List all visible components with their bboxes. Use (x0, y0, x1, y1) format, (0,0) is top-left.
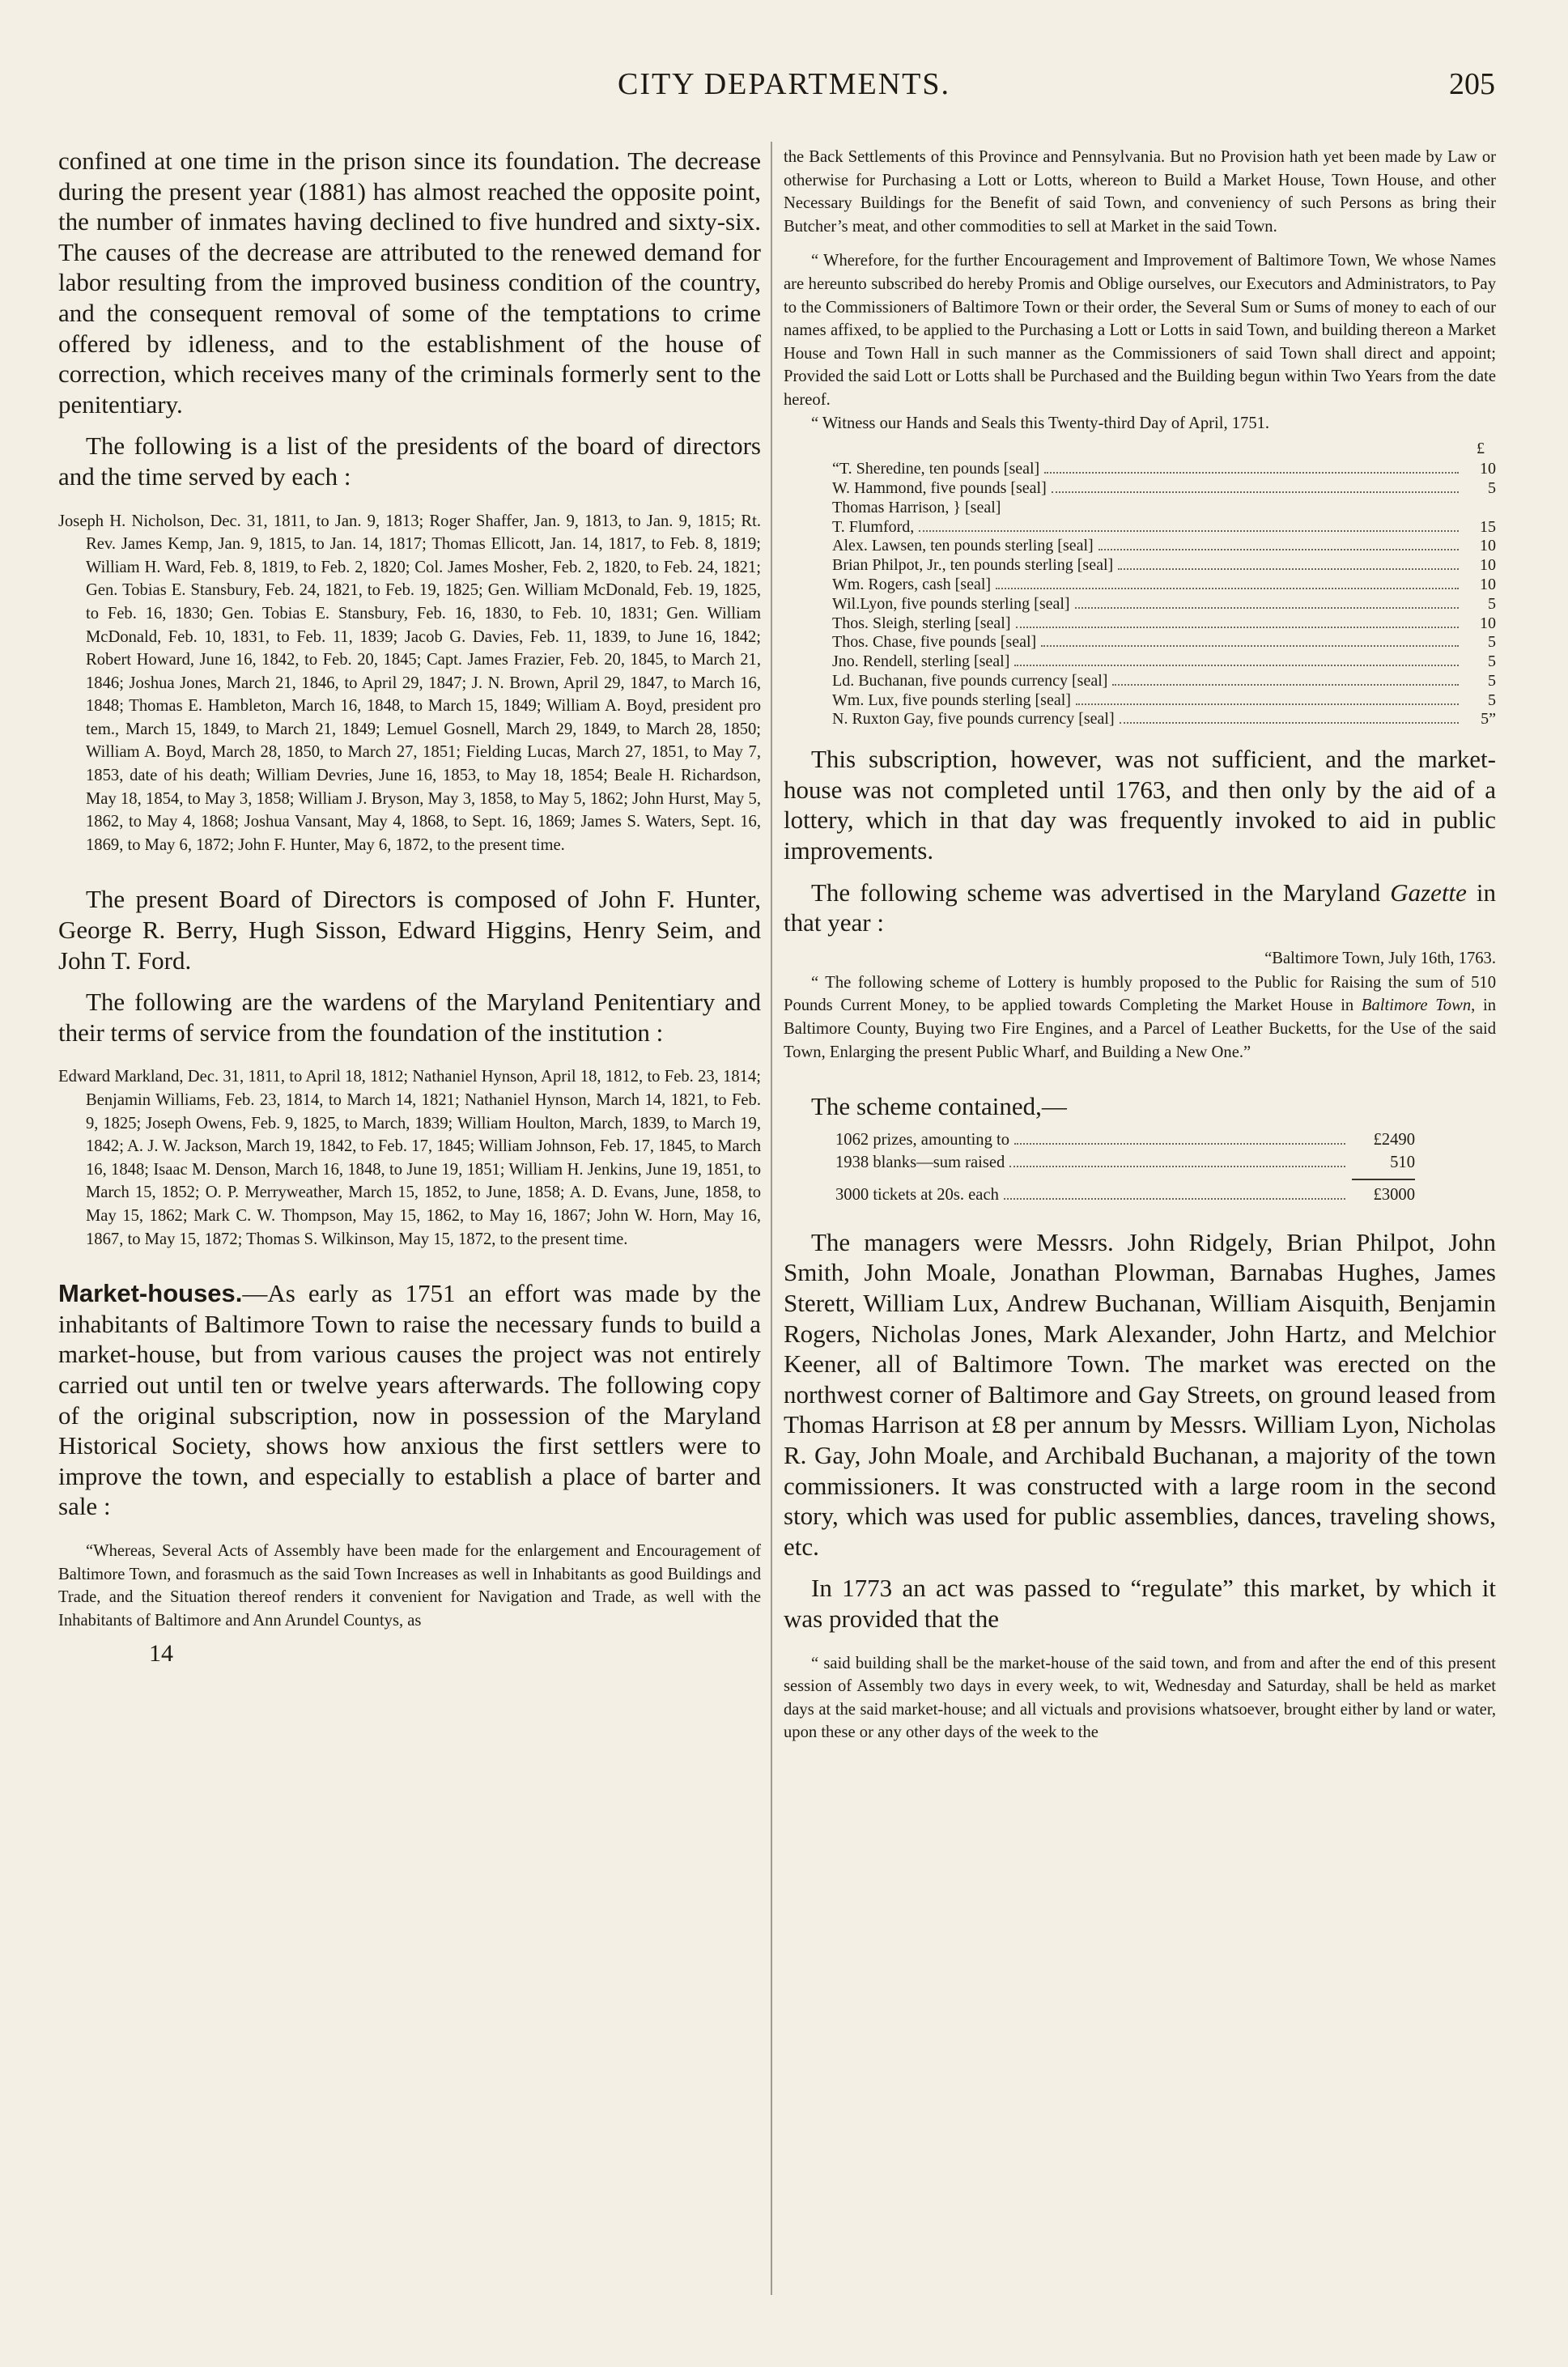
dateline-baltimore-town: “Baltimore Town, July 16th, 1763. (1264, 949, 1496, 967)
subscriber-name: Jno. Rendell, sterling [seal] (832, 652, 1010, 671)
subscriber-name: Alex. Lawsen, ten pounds sterling [seal] (832, 537, 1094, 555)
baltimore-town-italic: Baltimore Town (1361, 997, 1472, 1015)
dot-leader (1098, 549, 1459, 550)
subscriber-row (832, 652, 1496, 672)
scheme-amount: £2490 (1373, 1130, 1415, 1149)
paragraph-board-of-directors: The present Board of Directors is composed of John F. Hunter, George R. Berry, Hugh Sisson, Edward Higgins, Henry Seim, and John T. Ford. (58, 885, 761, 975)
dot-leader (996, 588, 1459, 589)
subscriber-row (832, 460, 1496, 479)
subscriber-amount: 10 (1480, 614, 1496, 632)
subscriber-amount: 10 (1480, 537, 1496, 555)
subscriber-name: N. Ruxton Gay, five pounds currency [seal] (832, 710, 1115, 729)
scheme-row (835, 1128, 1415, 1151)
left-column (58, 146, 761, 2267)
quotation-wherefore: “ Wherefore, for the further Encouragement and Improvement of Baltimore Town, We whose Names are hereunto subscribed do hereby Promis and Oblige ourselves, our Executors and Administrators, to Pay to the Commissioners of Baltimore Town or their order, the Several Sum or Sums of money to each of our names affixed, to be applied to the Purchasing a Lott or Lotts in said Town, and building thereon a Market House and Town Hall in such manner as the Commissioners of said Town shall direct and appoint; Provided the said Lott or Lotts shall be Purchased and the Building begun within Two Years from the date hereof. (784, 252, 1496, 409)
scheme-label: 3000 tickets at 20s. each (835, 1185, 999, 1204)
paragraph-managers: The managers were Messrs. John Ridgely, Brian Philpot, John Smith, John Moale, Jonathan Plowman, Barnabas Hughes, James Sterett, William Lux, Andrew Buchanan, William Aisquith, Benjamin Rogers, Nicholas Jones, Mark Alexander, John Hartz, and Melchior Keener, all of Baltimore Town. The market was erected on the northwest corner of Baltimore and Gay Streets, on ground leased from Thomas Harrison at £8 per annum by Messrs. William Lyon, Nicholas R. Gay, John Moale, and Archibald Buchanan, a majority of the town commissioners. It was constructed with a large room in the second story, which was used for public assemblies, dances, traveling shows, etc. (784, 1227, 1496, 1561)
subscriber-amount: 5 (1488, 633, 1496, 652)
quotation-said-building: “ said building shall be the market-house of the said town, and from and after the end of this present session of Assembly two days in every week, to wit, Wednesday and Saturday, shall be held as market days at the said market-house; and all victuals and provisions whatsoever, brought either by land or water, upon these or any other days of the week to the (784, 1654, 1496, 1742)
quotation-back-settlements: the Back Settlements of this Province and Pennsylvania. But no Provision hath yet been made by Law or otherwise for Purchasing a Lott or Lotts, whereon to Build a Market House, Town House, and other Necessary Buildings for the Benefit of said Town, and conveniency of such Persons as bring their Butcher’s meat, and other commodities to sell at Market in the said Town. (784, 148, 1496, 236)
text-run: , in Baltimore County, Buying two Fire Engines, and a Parcel of Leather Bucketts, for the Use of the said Town, Enlarging the present Public Wharf, and Building a New One.” (784, 997, 1496, 1061)
subscriber-row (832, 633, 1496, 652)
subscriber-amount: 5 (1488, 478, 1496, 497)
subscriber-amount: 10 (1480, 460, 1496, 478)
subscriber-row (832, 614, 1496, 634)
dot-leader (1014, 665, 1459, 666)
dot-leader (1075, 607, 1459, 609)
paragraph-subscription-insufficient: This subscription, however, was not sufficient, and the market-house was not completed until 1763, and then only by the aid of a lottery, which in that day was frequently invoked to aid in public improvements. (784, 745, 1496, 865)
subscriber-name: Brian Philpot, Jr., ten pounds sterling [seal] (832, 556, 1114, 575)
subscriber-name: Ld. Buchanan, five pounds currency [seal] (832, 671, 1108, 690)
lottery-scheme-table (835, 1128, 1415, 1206)
wardens-list: Edward Markland, Dec. 31, 1811, to April 18, 1812; Nathaniel Hynson, April 18, 1812, to Feb. 23, 1814; Benjamin Williams, Feb. 23, 1814, to March 14, 1821; Nathaniel Hynson, March 14, 1821, to Feb. 9, 1825; Joseph Owens, Feb. 9, 1825, to March, 1839; William Houlton, March, 1839, to March 19, 1842; A. J. W. Jackson, March 19, 1842, to Feb. 17, 1845; William Johnson, Feb. 17, 1845, to March 16, 1848; Isaac M. Denson, March 16, 1848, to June 19, 1851; William H. Jenkins, June 19, 1851, to March 15, 1852; O. P. Merryweather, March 15, 1852, to June, 1858; A. D. Evans, June, 1858, to May 15, 1862; Mark C. W. Thompson, May 15, 1862, to May 16, 1867; John W. Horn, May 16, 1867, to May 15, 1872; Thomas S. Wilkinson, May 15, 1872, to the present time. (58, 1068, 761, 1248)
paragraph-wardens-intro: The following are the wardens of the Maryland Penitentiary and their terms of service from the foundation of the institution : (58, 988, 761, 1047)
paragraph-presidents-intro: The following is a list of the presidents of the board of directors and the time served by each : (58, 431, 761, 491)
quotation-lottery-scheme (784, 971, 1496, 1064)
market-houses-text: —As early as 1751 an effort was made by the inhabitants of Baltimore Town to raise the necessary funds to build a market-house, but from various causes the project was not entirely carried out until ten or twelve years afterwards. The following copy of the original subscription, now in possession of the Maryland Historical Society, shows how anxious the first settlers were to improve the town, and especially to establish a place of barter and sale : (58, 1279, 761, 1521)
paragraph-1773-act: In 1773 an act was passed to “regulate” this market, by which it was provided that the (784, 1574, 1496, 1633)
column-divider (771, 142, 772, 2295)
subscriber-name: Thos. Chase, five pounds [seal] (832, 633, 1037, 652)
quotation-witness: “ Witness our Hands and Seals this Twenty-third Day of April, 1751. (811, 414, 1270, 432)
dot-leader (1076, 703, 1459, 705)
subscriber-amount: 10 (1480, 575, 1496, 593)
dot-leader (1041, 645, 1459, 647)
paragraph-prison-decrease: confined at one time in the prison since its foundation. The decrease during the present year (1881) has almost reached the opposite point, the number of inmates having declined to five hundred and sixty-six. The causes of the decrease are attributed to the renewed demand for labor resulting from the improved business condition of the country, and the consequent removal of some of the temptations to crime offered by idleness, and to the establishment of the house of correction, which receives many of the criminals formerly sent to the penitentiary. (58, 147, 761, 419)
running-title: CITY DEPARTMENTS. (617, 67, 951, 101)
scheme-row (835, 1184, 1415, 1206)
signature-mark: 14 (149, 1640, 173, 1668)
subscriber-row (832, 556, 1496, 576)
subscriber-row (832, 691, 1496, 711)
paragraph-scheme-advertised (784, 878, 1496, 938)
subscriber-name: Wil.Lyon, five pounds sterling [seal] (832, 594, 1070, 613)
paragraph-scheme-contained: The scheme contained,— (811, 1092, 1067, 1121)
subscriber-amount: 10 (1480, 556, 1496, 575)
dot-leader (1052, 491, 1459, 493)
dot-leader (1016, 627, 1459, 628)
text-run: The following scheme was advertised in the Maryland (811, 878, 1391, 907)
dot-leader (1120, 722, 1459, 724)
dot-leader (1118, 568, 1459, 570)
currency-symbol: £ (1477, 440, 1485, 458)
subscriber-name: “T. Sheredine, ten pounds [seal] (832, 460, 1040, 478)
text-run: “ The following scheme of Lottery is humbly proposed to the Public for Raising the sum of 510 Pounds Current Money, to be applied towards Completing the Market House in (784, 973, 1496, 1015)
subscriber-row (832, 499, 1496, 518)
page-number: 205 (1449, 67, 1495, 101)
running-header (73, 66, 1495, 107)
subscriber-name: Wm. Lux, five pounds sterling [seal] (832, 691, 1071, 709)
subscriber-amount: 5 (1488, 652, 1496, 671)
text-run: in that year : (784, 878, 1496, 937)
dot-leader (1004, 1198, 1345, 1200)
subscriber-row (832, 518, 1496, 538)
sum-rule (1352, 1179, 1415, 1180)
right-column (784, 146, 1496, 2364)
dot-leader (1009, 1166, 1345, 1167)
subscriber-row (832, 595, 1496, 614)
dot-leader (1014, 1143, 1345, 1145)
dot-leader (919, 530, 1459, 532)
scheme-label: 1938 blanks—sum raised (835, 1153, 1005, 1171)
subscriber-amount: 5 (1488, 691, 1496, 709)
subscriber-name: T. Flumford, (832, 517, 915, 536)
subscriber-row (832, 576, 1496, 595)
subscriber-row (832, 710, 1496, 729)
quotation-whereas: “Whereas, Several Acts of Assembly have been made for the enlargement and Encouragement of Baltimore Town, and forasmuch as the said Town Increases as well in Inhabitants as good Buildings and Trade, and the Situation thereof renders it convenient for Navigation and Trade, as well with the Inhabitants of Baltimore and Ann Arundel Countys, as (58, 1541, 761, 1630)
subscriber-name: Thos. Sleigh, sterling [seal] (832, 614, 1011, 632)
subscriber-name: Wm. Rogers, cash [seal] (832, 575, 992, 593)
subscriber-amount: 5 (1488, 594, 1496, 613)
dot-leader (1112, 684, 1459, 686)
subscriber-row (832, 672, 1496, 691)
subscriber-row (832, 479, 1496, 499)
paragraph-market-houses (58, 1278, 761, 1522)
scheme-amount: 510 (1390, 1153, 1415, 1171)
subscriber-name: Thomas Harrison, } [seal] (832, 498, 1001, 516)
dot-leader (1044, 472, 1459, 474)
subscriber-amount: 5 (1488, 671, 1496, 690)
subscriber-amount: 5” (1481, 710, 1496, 729)
subscriber-row (832, 537, 1496, 556)
subscriber-list (784, 460, 1496, 729)
gazette-title: Gazette (1390, 878, 1467, 907)
subscriber-amount: 15 (1480, 517, 1496, 536)
presidents-list: Joseph H. Nicholson, Dec. 31, 1811, to Jan. 9, 1813; Roger Shaffer, Jan. 9, 1813, to Jan. 9, 1815; Rt. Rev. James Kemp, Jan. 9, 1815, to Jan. 14, 1817; Thomas Ellicott, Jan. 14, 1817, to Feb. 8, 1819; William H. Ward, Feb. 8, 1819, to Feb. 2, 1820; Col. James Mosher, Feb. 2, 1820, to Feb. 24, 1821; Gen. Tobias E. Stansbury, Feb. 24, 1821, to Feb. 19, 1825; Gen. William McDonald, Feb. 19, 1825, to Feb. 16, 1830; Gen. Tobias E. Stansbury, Feb. 16, 1830, to Feb. 10, 1831; Gen. William McDonald, Feb. 10, 1831, to Feb. 11, 1839; Jacob G. Davies, Feb. 11, 1839, to June 16, 1842; Robert Howard, June 16, 1842, to Feb. 20, 1845; Capt. James Frazier, Feb. 20, 1845, to March 21, 1846; Joshua Jones, March 21, 1846, to April 29, 1847; J. N. Brown, April 29, 1847, to March 16, 1848; Thomas E. Hambleton, March 16, 1848, to March 15, 1849; William A. Boyd, president pro tem., March 15, 1849, to March 21, 1849; Lemuel Gosnell, March 29, 1849, to March 28, 1850; William A. Boyd, March 28, 1850, to March 27, 1851; Fielding Lucas, March 27, 1851, to May 7, 1853, date of his death; William Devries, June 16, 1853, to May 18, 1854; Beale H. Richardson, May 18, 1854, to May 3, 1858; William J. Bryson, May 3, 1858, to May 5, 1862; John Hurst, May 5, 1862, to May 4, 1868; Joshua Vansant, May 4, 1868, to Sept. 16, 1869; James S. Waters, Sept. 16, 1869, to May 6, 1872; John F. Hunter, May 6, 1872, to the present time. (58, 512, 761, 854)
scheme-label: 1062 prizes, amounting to (835, 1130, 1010, 1149)
scheme-amount: £3000 (1373, 1185, 1415, 1204)
subscriber-name: W. Hammond, five pounds [seal] (832, 478, 1047, 497)
section-heading-market-houses: Market-houses. (58, 1279, 243, 1308)
scheme-row (835, 1151, 1415, 1174)
